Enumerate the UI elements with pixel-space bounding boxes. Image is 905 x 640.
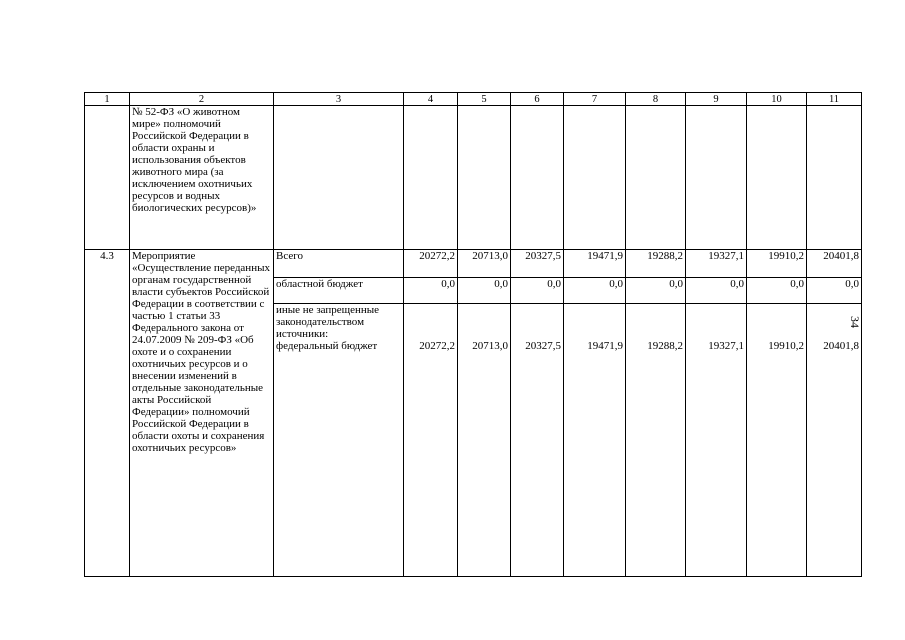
- value-cell: 0,0: [511, 278, 564, 304]
- column-header: 3: [274, 93, 404, 106]
- empty-cell: [458, 106, 511, 250]
- value-cell: 20272,2: [404, 250, 458, 278]
- funding-source: иные не запрещенные законодательством источники:: [274, 304, 404, 341]
- value-cell: 20401,8: [807, 250, 862, 278]
- empty-cell: [404, 106, 458, 250]
- value-cell: 20272,2: [404, 340, 458, 576]
- value-cell: [686, 304, 747, 341]
- value-cell: 19471,9: [564, 340, 626, 576]
- item-description: Мероприятие «Осуществление переданных органам государственной власти субъектов Российской Федерации в соответствии с частью 1 статьи 33 Федерального закона от 24.07.2009 № 209-ФЗ «Об охоте и о сохранении охотничьих ресурсов и о внесении изменений в отдельные законодательные акты Российской Федерации» полномочий Российской Федерации в области охоты и сохранения охотничьих ресурсов»: [130, 250, 274, 577]
- value-cell: 20327,5: [511, 250, 564, 278]
- value-cell: 19288,2: [626, 340, 686, 576]
- continuation-text: № 52-ФЗ «О животном мире» полномочий Российской Федерации в области охраны и использования объектов животного мира (за исключением охотничьих ресурсов и водных биологических ресурсов)»: [130, 106, 274, 250]
- funding-source: федеральный бюджет: [274, 340, 404, 576]
- value-cell: [626, 304, 686, 341]
- funding-source: областной бюджет: [274, 278, 404, 304]
- empty-cell: [564, 106, 626, 250]
- budget-table: [84, 92, 862, 577]
- column-header: 9: [686, 93, 747, 106]
- column-header: 4: [404, 93, 458, 106]
- funding-source: Всего: [274, 250, 404, 278]
- value-cell: 20713,0: [458, 250, 511, 278]
- value-cell: 19327,1: [686, 340, 747, 576]
- value-cell: 0,0: [626, 278, 686, 304]
- value-cell: 19471,9: [564, 250, 626, 278]
- value-cell: 19288,2: [626, 250, 686, 278]
- value-cell: 0,0: [404, 278, 458, 304]
- continuation-row: [85, 106, 862, 250]
- value-cell: [511, 304, 564, 341]
- value-cell: 20713,0: [458, 340, 511, 576]
- value-cell: 0,0: [807, 278, 862, 304]
- value-cell: 0,0: [458, 278, 511, 304]
- value-cell: 19910,2: [747, 340, 807, 576]
- column-header: 5: [458, 93, 511, 106]
- empty-cell: [686, 106, 747, 250]
- page-number: 34: [848, 316, 862, 328]
- column-number-row: [85, 93, 862, 106]
- empty-cell: [274, 106, 404, 250]
- column-header: 11: [807, 93, 862, 106]
- column-header: 2: [130, 93, 274, 106]
- empty-cell: [511, 106, 564, 250]
- value-cell: 19910,2: [747, 250, 807, 278]
- value-cell: 0,0: [686, 278, 747, 304]
- value-cell: [404, 304, 458, 341]
- column-header: 10: [747, 93, 807, 106]
- value-cell: 0,0: [564, 278, 626, 304]
- empty-cell: [807, 106, 862, 250]
- value-cell: [564, 304, 626, 341]
- value-cell: 20401,8: [807, 340, 862, 576]
- value-cell: [458, 304, 511, 341]
- value-cell: 20327,5: [511, 340, 564, 576]
- value-cell: [747, 304, 807, 341]
- value-cell: 0,0: [747, 278, 807, 304]
- empty-cell: [626, 106, 686, 250]
- column-header: 1: [85, 93, 130, 106]
- column-header: 7: [564, 93, 626, 106]
- item-number: 4.3: [85, 250, 130, 577]
- column-header: 6: [511, 93, 564, 106]
- value-cell: 19327,1: [686, 250, 747, 278]
- table-row-total: [85, 250, 862, 278]
- column-header: 8: [626, 93, 686, 106]
- empty-cell: [747, 106, 807, 250]
- empty-cell: [85, 106, 130, 250]
